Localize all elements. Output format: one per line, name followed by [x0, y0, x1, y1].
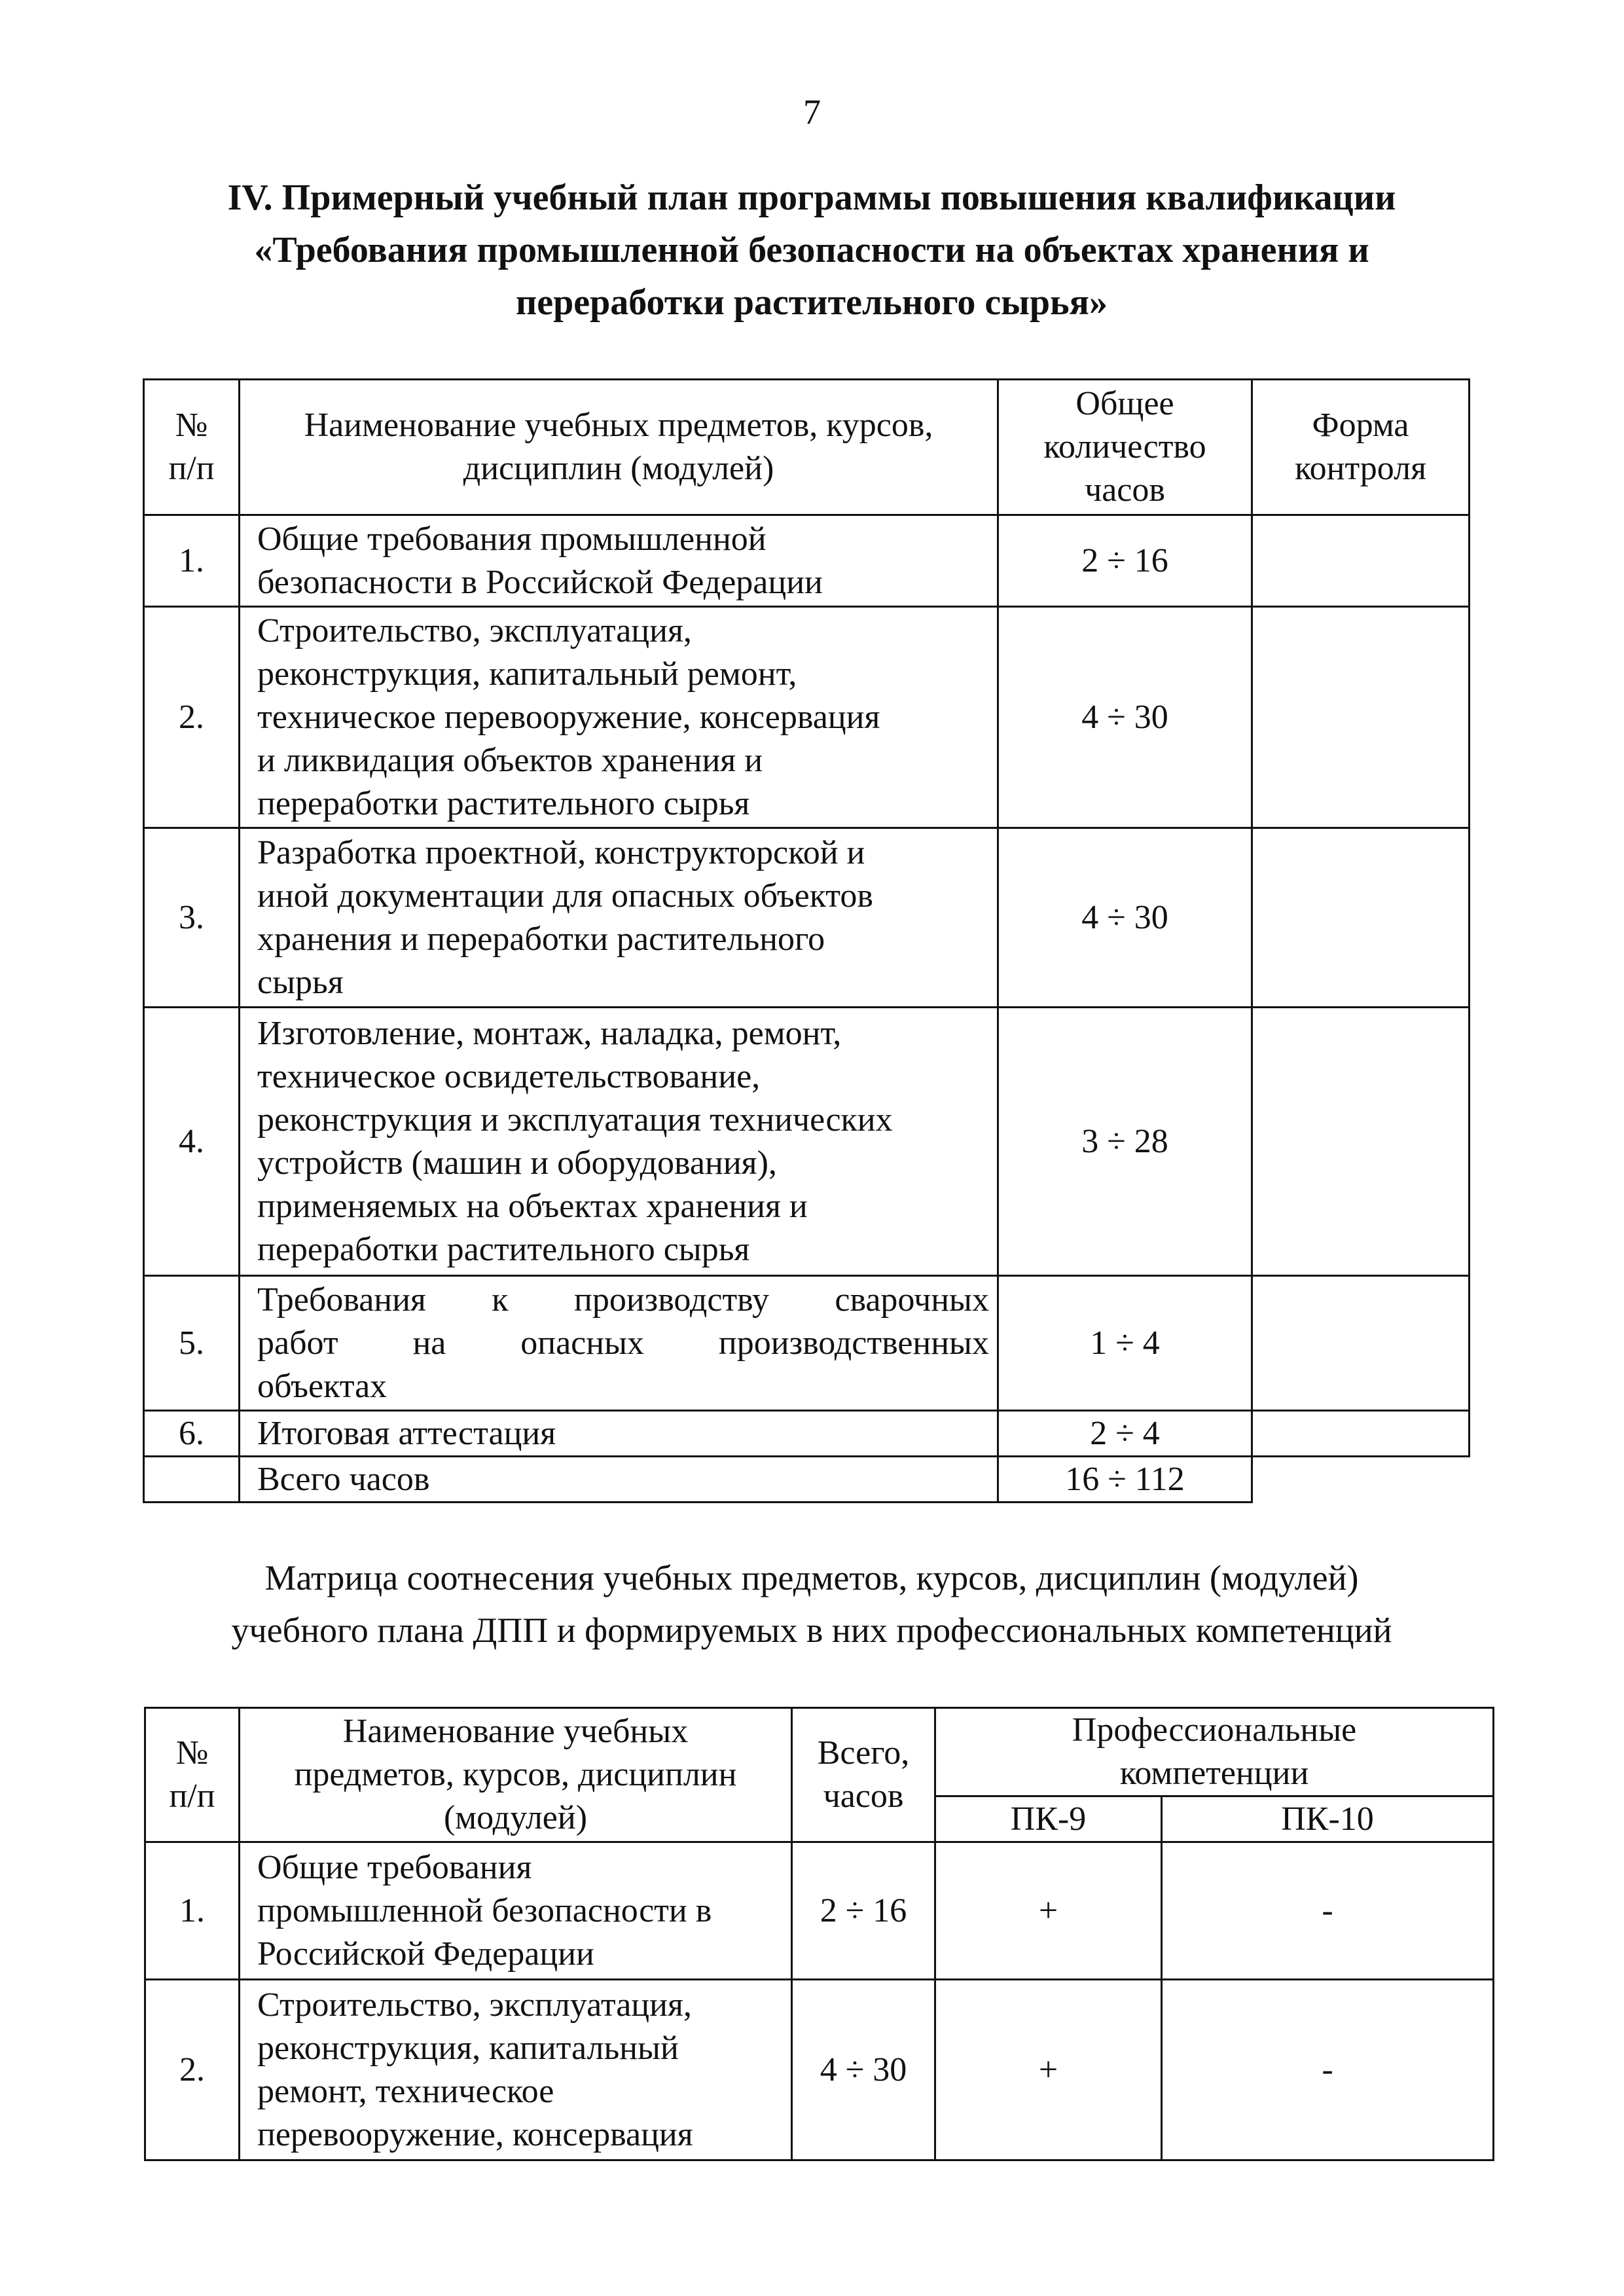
row-pk10-mark: - — [1162, 1842, 1494, 1980]
text-line: Изготовление, монтаж, наладка, ремонт, — [257, 1014, 842, 1052]
row-hours: 2 ÷ 16 — [998, 515, 1252, 607]
row-number: 1. — [145, 1842, 240, 1980]
row-hours: 4 ÷ 30 — [998, 828, 1252, 1008]
row-number: 3. — [144, 828, 240, 1008]
matrix-title-line: Матрица соотнесения учебных предметов, курсов, дисциплин (модулей) — [264, 1558, 1359, 1597]
text-line: Российской Федерации — [257, 1935, 594, 1973]
row-subject-name — [240, 1980, 792, 2160]
row-pk9-mark: + — [935, 1980, 1162, 2160]
table-row — [145, 1980, 1494, 2160]
row-subject-name — [240, 828, 998, 1008]
section-title-line: переработки растительного сырья» — [516, 282, 1108, 323]
header-text: количество — [1043, 428, 1206, 465]
row-hours: 2 ÷ 4 — [998, 1411, 1252, 1457]
header-total-hours — [998, 380, 1252, 515]
text-line: Разработка проектной, конструкторской и — [257, 833, 865, 871]
table-row — [144, 828, 1470, 1008]
text-line: реконструкция, капитальный — [257, 2029, 679, 2067]
curriculum-plan-table — [143, 378, 1470, 1503]
row-control-form — [1252, 515, 1470, 607]
row-control-form — [1252, 607, 1470, 828]
header-subject-name — [240, 1708, 792, 1842]
text-line: техническое перевооружение, консервация — [257, 698, 880, 736]
page-number: 7 — [803, 92, 821, 132]
header-text: дисциплин (модулей) — [463, 450, 774, 487]
row-control-form — [1252, 1276, 1470, 1411]
header-number — [145, 1708, 240, 1842]
row-number: 2. — [145, 1980, 240, 2160]
row-control-form — [1252, 1008, 1470, 1276]
header-text: Наименование учебных предметов, курсов, — [304, 407, 933, 444]
header-text: контроля — [1295, 450, 1426, 487]
header-total-hours — [792, 1708, 935, 1842]
row-hours: 2 ÷ 16 — [792, 1842, 935, 1980]
row-number: 4. — [144, 1008, 240, 1276]
text-line: Требования к производству сварочных — [257, 1281, 989, 1319]
table-row — [144, 1008, 1470, 1276]
row-control-form — [1252, 828, 1470, 1008]
header-text: п/п — [168, 450, 215, 487]
text-line: применяемых на объектах хранения и — [257, 1187, 808, 1225]
row-control-form — [1252, 1411, 1470, 1457]
header-pk10: ПК-10 — [1162, 1796, 1494, 1842]
row-hours: 4 ÷ 30 — [998, 607, 1252, 828]
text-line: устройств (машин и оборудования), — [257, 1144, 777, 1182]
row-hours: 1 ÷ 4 — [998, 1276, 1252, 1411]
header-text: Наименование учебных — [342, 1713, 689, 1750]
row-subject-name — [240, 515, 998, 607]
total-label: Всего часов — [240, 1457, 998, 1503]
row-pk9-mark: + — [935, 1842, 1162, 1980]
text-line: Общие требования промышленной — [257, 520, 767, 558]
header-control-form — [1252, 380, 1470, 515]
text-line: техническое освидетельствование, — [257, 1057, 761, 1095]
text-line: переработки растительного сырья — [257, 784, 750, 822]
header-subject-name — [240, 380, 998, 515]
header-text: предметов, курсов, дисциплин — [294, 1756, 737, 1793]
header-text: Форма — [1312, 407, 1409, 444]
text-line: реконструкция и эксплуатация технических — [257, 1101, 893, 1139]
row-subject-name — [240, 1008, 998, 1276]
header-text: Всего, — [817, 1734, 910, 1772]
row-number: 5. — [144, 1276, 240, 1411]
row-pk10-mark: - — [1162, 1980, 1494, 2160]
table-row — [145, 1842, 1494, 1980]
header-text: № — [175, 1734, 209, 1772]
row-hours: 4 ÷ 30 — [792, 1980, 935, 2160]
text-line: безопасности в Российской Федерации — [257, 563, 823, 601]
header-number — [144, 380, 240, 515]
row-number: 6. — [144, 1411, 240, 1457]
row-number: 2. — [144, 607, 240, 828]
section-title — [157, 172, 1466, 329]
text-line: и ликвидация объектов хранения и — [257, 741, 763, 779]
text-line: объектах — [257, 1367, 388, 1405]
header-text: (модулей) — [443, 1799, 588, 1836]
total-number-cell — [144, 1457, 240, 1503]
table-row — [144, 515, 1470, 607]
competency-matrix-table — [144, 1707, 1494, 2161]
table-header-row — [145, 1708, 1494, 1796]
table-row — [144, 607, 1470, 828]
section-title-line: IV. Примерный учебный план программы повышения квалификации — [227, 177, 1396, 218]
row-hours: 3 ÷ 28 — [998, 1008, 1252, 1276]
text-line: работ на опасных производственных — [257, 1324, 989, 1362]
row-subject-name — [240, 1276, 998, 1411]
text-line: переработки растительного сырья — [257, 1230, 750, 1268]
table-row — [144, 1276, 1470, 1411]
text-line: сырья — [257, 963, 344, 1001]
total-row — [144, 1457, 1470, 1503]
text-line: Строительство, эксплуатация, — [257, 1986, 692, 2024]
header-text: Профессиональные — [1072, 1711, 1357, 1749]
header-text: п/п — [169, 1777, 215, 1815]
matrix-title-line: учебного плана ДПП и формируемых в них профессиональных компетенций — [231, 1611, 1392, 1650]
text-line: перевооружение, консервация — [257, 2115, 693, 2153]
row-subject-name — [240, 1842, 792, 1980]
header-text: часов — [1085, 471, 1165, 509]
header-text: часов — [823, 1777, 904, 1815]
text-line: иной документации для опасных объектов — [257, 877, 873, 915]
text-line: Итоговая аттестация — [257, 1414, 556, 1452]
total-hours: 16 ÷ 112 — [998, 1457, 1252, 1503]
header-text: компетенции — [1119, 1755, 1309, 1792]
text-line: Строительство, эксплуатация, — [257, 611, 692, 649]
header-competencies — [935, 1708, 1494, 1796]
header-text: № — [175, 407, 208, 444]
header-text: Общее — [1075, 385, 1174, 422]
text-line: хранения и переработки растительного — [257, 920, 825, 958]
section-title-line: «Требования промышленной безопасности на объектах хранения и — [254, 230, 1369, 270]
table-header-row — [144, 380, 1470, 515]
total-blank — [1252, 1457, 1470, 1503]
header-pk9: ПК-9 — [935, 1796, 1162, 1842]
table-row — [144, 1411, 1470, 1457]
text-line: Общие требования — [257, 1848, 532, 1886]
text-line: реконструкция, капитальный ремонт, — [257, 655, 797, 693]
row-subject-name — [240, 607, 998, 828]
matrix-title — [105, 1552, 1519, 1656]
row-subject-name — [240, 1411, 998, 1457]
row-number: 1. — [144, 515, 240, 607]
text-line: ремонт, техническое — [257, 2072, 554, 2110]
text-line: промышленной безопасности в — [257, 1891, 712, 1929]
